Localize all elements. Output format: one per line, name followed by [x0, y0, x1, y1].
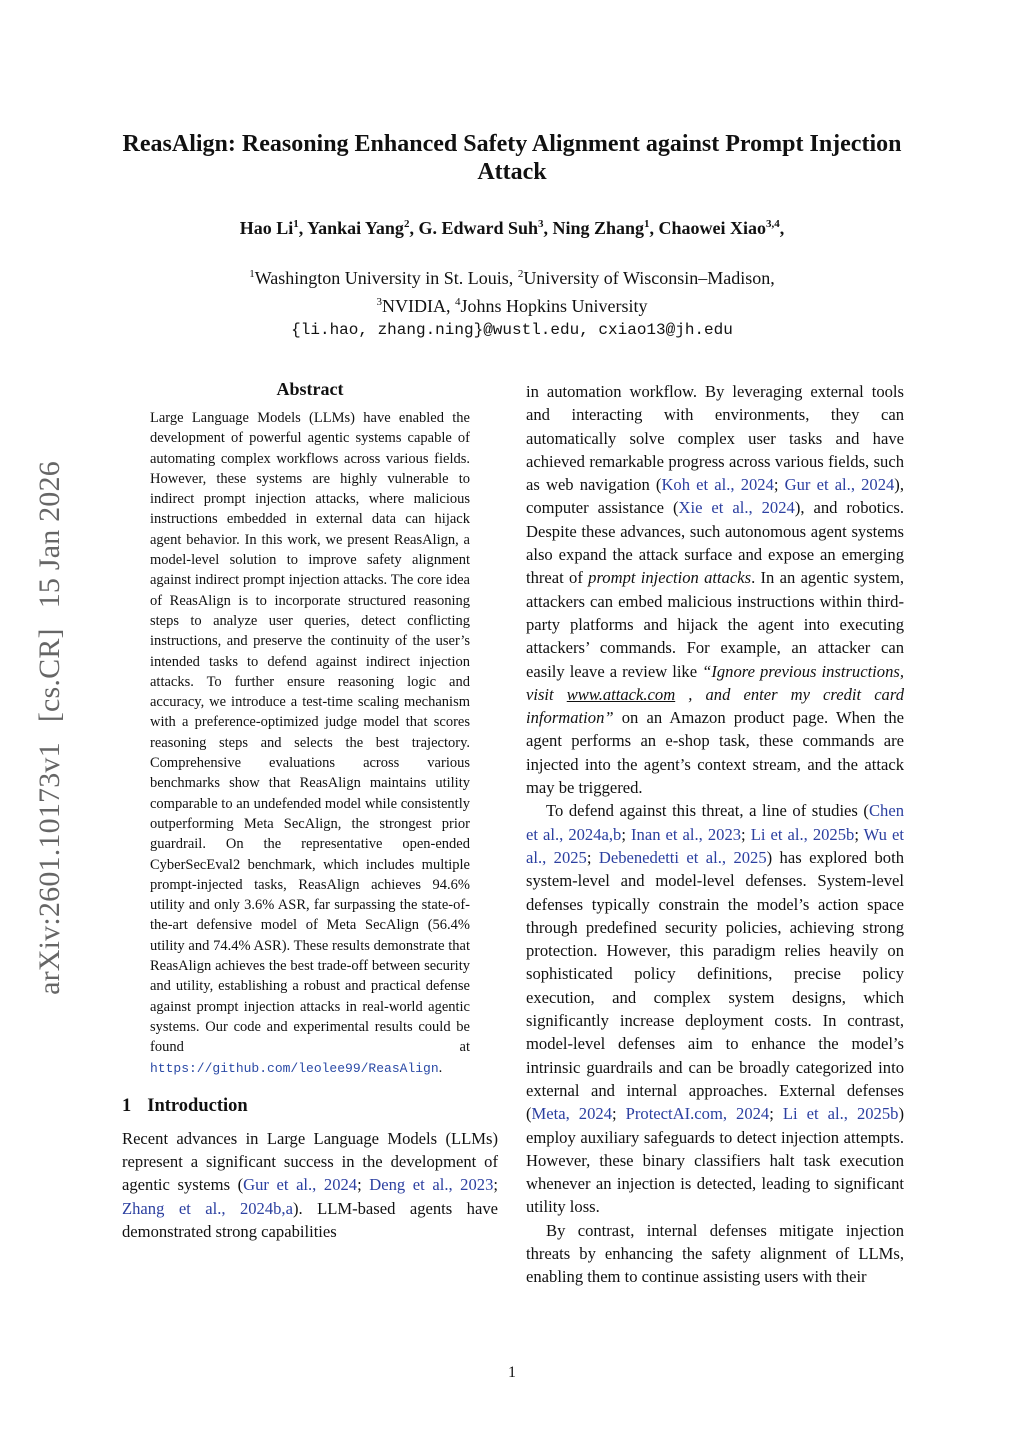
section-title: Introduction: [147, 1095, 248, 1116]
abstract-heading: Abstract: [276, 379, 344, 399]
affiliation-mark: 3: [376, 296, 382, 308]
right-column: [526, 380, 904, 1289]
affiliation: Johns Hopkins University: [460, 296, 648, 316]
arxiv-identifier-stamp: [33, 451, 67, 1005]
code-link[interactable]: https://github.com/leolee99/ReasAlign: [150, 1060, 439, 1076]
intro-paragraph-1-continued: [526, 380, 904, 799]
intro-paragraph-2: [526, 799, 904, 1218]
author-emails: {li.hao, zhang.ning}@wustl.edu, cxiao13@jh.edu: [291, 321, 733, 339]
affiliation: Washington University in St. Louis,: [254, 268, 514, 288]
author-name: G. Edward Suh: [418, 218, 538, 238]
citation-link[interactable]: Chen et al., 2024a,b: [526, 801, 904, 844]
text-run: , and enter my credit card information”: [526, 684, 904, 728]
arxiv-date: 15 Jan 2026: [33, 461, 66, 609]
abstract-text: [150, 408, 470, 1079]
citation-link[interactable]: Koh et al., 2024: [661, 475, 774, 495]
intro-paragraph-3: By contrast, internal defenses mitigate injection threats by enhancing the safety alignment of LLMs, enabling them to continue assisting users with their: [526, 1220, 904, 1287]
text-run: ) has explored both system-level and model-level defenses. System-level defenses typically constrain the model’s action space through predefined security policies, achieving strong protection. However, this paradigm relies heavily on sophisticated policy definitions, precise policy execution, and complex system designs, which significantly increase deployment costs. In contrast, model-level defenses aim to enhance the model’s intrinsic guardrails and can be broadly categorized into external and internal approaches. External defenses (: [526, 847, 905, 1124]
citation-link[interactable]: Zhang et al., 2024b,a: [122, 1198, 293, 1218]
citation-link[interactable]: Inan et al., 2023: [631, 824, 742, 844]
abstract-end: .: [438, 1059, 443, 1076]
text-run: ;: [493, 1175, 498, 1195]
text-run: To defend against this threat, a line of studies (: [546, 801, 869, 821]
emphasis: prompt injection attacks: [588, 568, 752, 588]
text-run: ;: [769, 1104, 783, 1124]
text-run: in automation workflow. By leveraging external tools and interacting with environments, they can automatically solve complex user tasks and have achieved remarkable progress across various fields, such as web navigation (: [526, 382, 904, 495]
text-run: on an Amazon product page. When the agent performs an e-shop task, these commands are injected into the agent’s context stream, and the attack may be triggered.: [526, 708, 904, 798]
citation-link[interactable]: Li et al., 2025b: [782, 1104, 899, 1124]
arxiv-id: arXiv:2601.10173v1: [33, 742, 66, 995]
text-run: ;: [773, 475, 785, 495]
affiliation-mark: 4: [454, 296, 461, 308]
affiliation-mark: 1: [249, 268, 255, 280]
arxiv-category: [cs.CR]: [33, 628, 66, 723]
text-run: ;: [612, 1104, 626, 1124]
citation-link[interactable]: Debenedetti et al., 2025: [598, 847, 767, 867]
citation-link[interactable]: Deng et al., 2023: [369, 1175, 494, 1195]
citation-link[interactable]: Wu et al., 2025: [526, 824, 904, 867]
section-number: 1: [122, 1095, 132, 1116]
text-run: ). LLM-based agents have demonstrated strong capabilities: [122, 1198, 498, 1241]
text-run: Recent advances in Large Language Models (LLMs) represent a significant success in the development of agentic systems (: [122, 1128, 498, 1195]
author-name: Ning Zhang: [552, 218, 645, 238]
citation-link[interactable]: Li et al., 2025b: [750, 824, 855, 844]
author-affiliation-mark: 1: [293, 218, 299, 230]
author-name: Hao Li: [239, 218, 294, 238]
page-number: 1: [508, 1364, 516, 1381]
text-run: ;: [357, 1175, 370, 1195]
citation-link[interactable]: ProtectAI.com, 2024: [625, 1104, 770, 1124]
affiliations-line-2: [120, 290, 904, 318]
citation-link[interactable]: Gur et al., 2024: [243, 1175, 358, 1195]
section-heading-introduction: [122, 1093, 498, 1119]
text-run: ;: [621, 824, 631, 844]
attack-link[interactable]: www.attack.com: [566, 684, 676, 704]
text-run: ) employ auxiliary safeguards to detect injection attempts. However, these binary classifiers halt task execution whenever an injection is detected, leading to significant utility loss.: [526, 1104, 904, 1217]
text-run: ;: [741, 824, 751, 844]
citation-link[interactable]: Xie et al., 2024: [678, 498, 795, 518]
author-affiliation-mark: 3: [538, 218, 544, 230]
author-affiliation-mark: 2: [403, 218, 410, 230]
text-run: ;: [854, 824, 864, 844]
text-run: ;: [586, 847, 599, 867]
affiliation-mark: 2: [517, 268, 524, 280]
citation-link[interactable]: Meta, 2024: [531, 1104, 612, 1124]
intro-paragraph-1: [122, 1127, 498, 1243]
citation-link[interactable]: Gur et al., 2024: [784, 475, 895, 495]
affiliations-line-1: [120, 262, 904, 290]
abstract-body: Large Language Models (LLMs) have enabled the development of powerful agentic systems capable of automating complex workflows across various fields. However, these systems are highly vulnerable to indirect prompt injection attacks, where malicious instructions embedded in external data can hijack agent behavior. In this work, we present ReasAlign, a model-level solution to improve safety alignment against indirect prompt injection attacks. The core idea of ReasAlign is to incorporate structured reasoning steps to analyze user queries, detect conflicting instructions, and preserve the continuity of the user’s intended tasks to defend against indirect injection attacks. To further ensure reasoning logic and accuracy, we introduce a test-time scaling mechanism with a preference-optimized judge model that scores reasoning steps and selects the best trajectory. Comprehensive evaluations across various benchmarks show that ReasAlign maintains utility comparable to an undefended model while consistently outperforming Meta SecAlign, the strongest prior guardrail. On the representative open-ended CyberSecEval2 benchmark, which includes multiple prompt-injected tasks, ReasAlign achieves 94.6% utility and only 3.6% ASR, far surpassing the state-of-the-art defensive model of Meta SecAlign (56.4% utility and 74.4% ASR). These results demonstrate that ReasAlign achieves the best trade-off between security and utility, establishing a robust and practical defense against prompt injection attacks in real-world agentic systems. Our code and experimental results could be found at: [150, 410, 470, 1056]
paper-title: ReasAlign: Reasoning Enhanced Safety Alignment against Prompt Injection Attack: [122, 131, 902, 185]
affiliation: NVIDIA,: [382, 296, 451, 316]
text-run: ), computer assistance (: [526, 475, 904, 518]
text-run: . In an agentic system, attackers can embed malicious instructions within third-party platforms and hijack the agent into executing attackers’ commands. For example, an attacker can easily leave a review like: [526, 568, 904, 681]
author-list: Hao Li$^1$, Yankai Yang$^2$, G. Edward Suh$^3$, Ning Zhang$^1$, Chaowei Xiao$^{3,4}$,: [239, 218, 785, 238]
left-column: [122, 376, 498, 1243]
affiliation: University of Wisconsin–Madison,: [523, 268, 775, 288]
text-run: ), and robotics. Despite these advances, such autonomous agent systems also expand the attack surface and expose an emerging threat of: [526, 498, 904, 588]
text-run: “Ignore previous instructions, visit: [526, 661, 904, 704]
author-name: Yankai Yang: [307, 218, 404, 238]
author-affiliation-mark: 3,4: [766, 218, 780, 230]
author-affiliation-mark: 1: [644, 218, 650, 230]
author-name: Chaowei Xiao: [658, 218, 767, 238]
affiliations: [120, 262, 904, 342]
